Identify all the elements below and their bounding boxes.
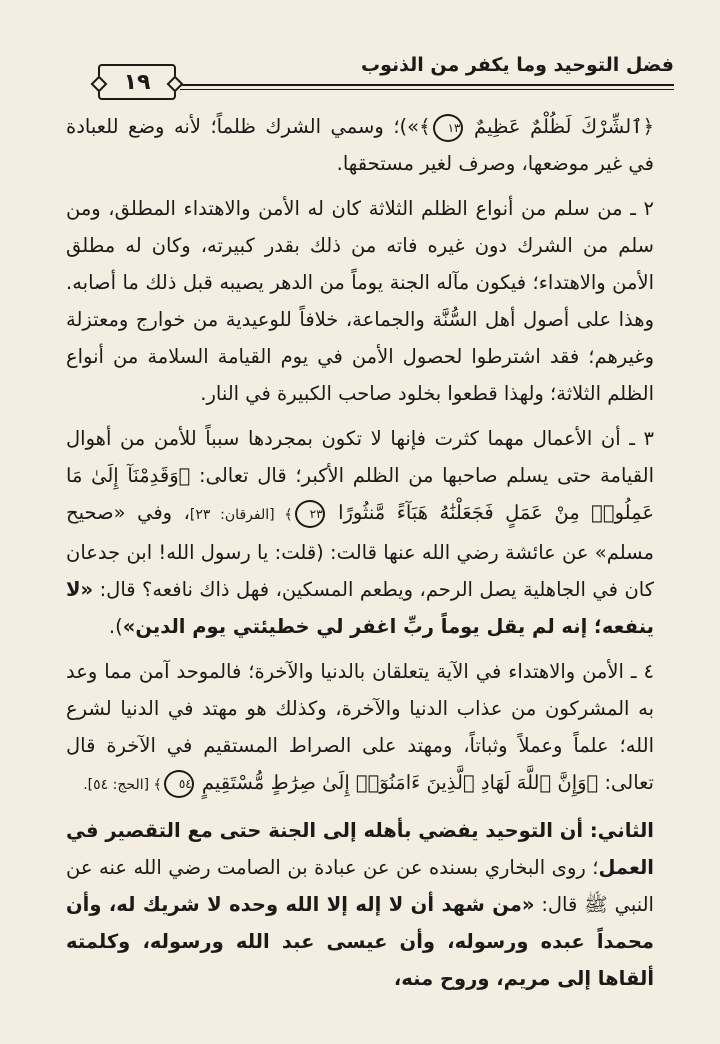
paragraph-3-end: ). [108, 615, 123, 638]
header-rule-thin [180, 89, 674, 90]
paragraph-3 [66, 420, 654, 645]
header-rule [180, 84, 674, 86]
verse-number-mark: ١٣ [433, 114, 463, 142]
quran-bracket-open: ﴿ [642, 115, 655, 138]
verse-number-mark: ٥٤ [164, 770, 194, 798]
paragraph-5-text: ؛ روى البخاري بسنده عن عن عبادة بن الصامت رضي الله عنه عن النبي ﷺ قال: [66, 856, 654, 916]
quran-verse-hajj: ﴿وَإِنَّ ٱللَّهَ لَهَادِ ٱلَّذِينَ ءَامَنُوٓا۟ إِلَىٰ صِرَٰطٍ مُّسْتَقِيمٍ [201, 771, 599, 794]
paragraph-4 [66, 653, 654, 804]
paragraph-2: ٢ ـ من سلم من أنواع الظلم الثلاثة كان له الأمن والاهتداء المطلق، ومن سلم من الشرك دون غيره فاته من ذلك بقدر كبيرته، وكان له مطلق الأمن والاهتداء؛ فيكون مآله الجنة يوماً من الدهر يصيبه قبل ذلك ما أصابه. وهذا على أصول أهل السُّنَّة والجماعة، خلافاً للوعيدية من خوارج ومعتزلة وغيرهم؛ فقد اشترطوا لحصول الأمن في يوم القيامة السلامة من أنواع الظلم الثلاثة؛ ولهذا قطعوا بخلود صاحب الكبيرة في النار. [66, 197, 654, 405]
page-body [66, 108, 654, 1005]
hadith-quote: «لا ينفعه؛ إنه لم يقل يوماً ربِّ اغفر لي خطيئتي يوم الدين» [66, 578, 654, 638]
paragraph-1-text: ﴾»)؛ وسمي الشرك ظلماً؛ لأنه وضع للعبادة في غير موضعها، وصرف لغير مستحقها. [66, 115, 654, 175]
hadith-quote: «من شهد أن لا إله إلا الله وحده لا شريك له، وأن محمداً عبده ورسوله، وأن عيسى عبد الله ورسوله، وكلمته ألقاها إلى مريم، وروح منه، [66, 893, 654, 990]
page-number-frame [98, 64, 176, 100]
verse-number-mark: ٢٣ [295, 500, 325, 528]
paragraph-1 [66, 108, 654, 182]
running-title: فضل التوحيد وما يكفر من الذنوب [361, 54, 674, 76]
paragraph-3-text-a: ٣ ـ أن الأعمال مهما كثرت فإنها لا تكون بمجردها سبباً للأمن من أهوال القيامة حتى يسلم صاحبها من الظلم الأكبر؛ قال تعالى: [66, 427, 655, 487]
quran-verse-shirk: ٱلشِّرْكَ لَظُلْمٌ عَظِيمٌ [474, 115, 643, 138]
quran-verse-furqan: ﴿وَقَدِمْنَآ إِلَىٰ مَا عَمِلُوا۟ مِنْ عَمَلٍ فَجَعَلْنَٰهُ هَبَآءً مَّنثُورًا [66, 464, 655, 524]
section-heading-second: الثاني: أن التوحيد يفضي بأهله إلى الجنة حتى مع التقصير في العمل [66, 819, 654, 879]
page-number: ١٩ [123, 69, 151, 95]
paragraph-5 [66, 812, 654, 997]
page-header [88, 48, 674, 104]
verse-reference: ﴾ [الفرقان: ٢٣] [189, 507, 293, 523]
paragraph-4-text: ٤ ـ الأمن والاهتداء في الآية يتعلقان بالدنيا والآخرة؛ فالموحد آمن مما وعد به المشركون من عذاب الدنيا والآخرة، وكذلك هو مهتد في الدنيا لشرع الله؛ علماً وعملاً وثباتاً، ومهتد على الصراط المستقيم في الآخرة قال تعالى: [66, 660, 654, 794]
paragraph-3-text-b: ، وفي «صحيح مسلم» عن عائشة رضي الله عنها قالت: (قلت: يا رسول الله! ابن جدعان كان في الجاهلية يصل الرحم، ويطعم المسكين، فهل ذاك نافعه؟ قال: [66, 501, 654, 601]
verse-reference: ﴾ [الحج: ٥٤]. [83, 777, 162, 793]
